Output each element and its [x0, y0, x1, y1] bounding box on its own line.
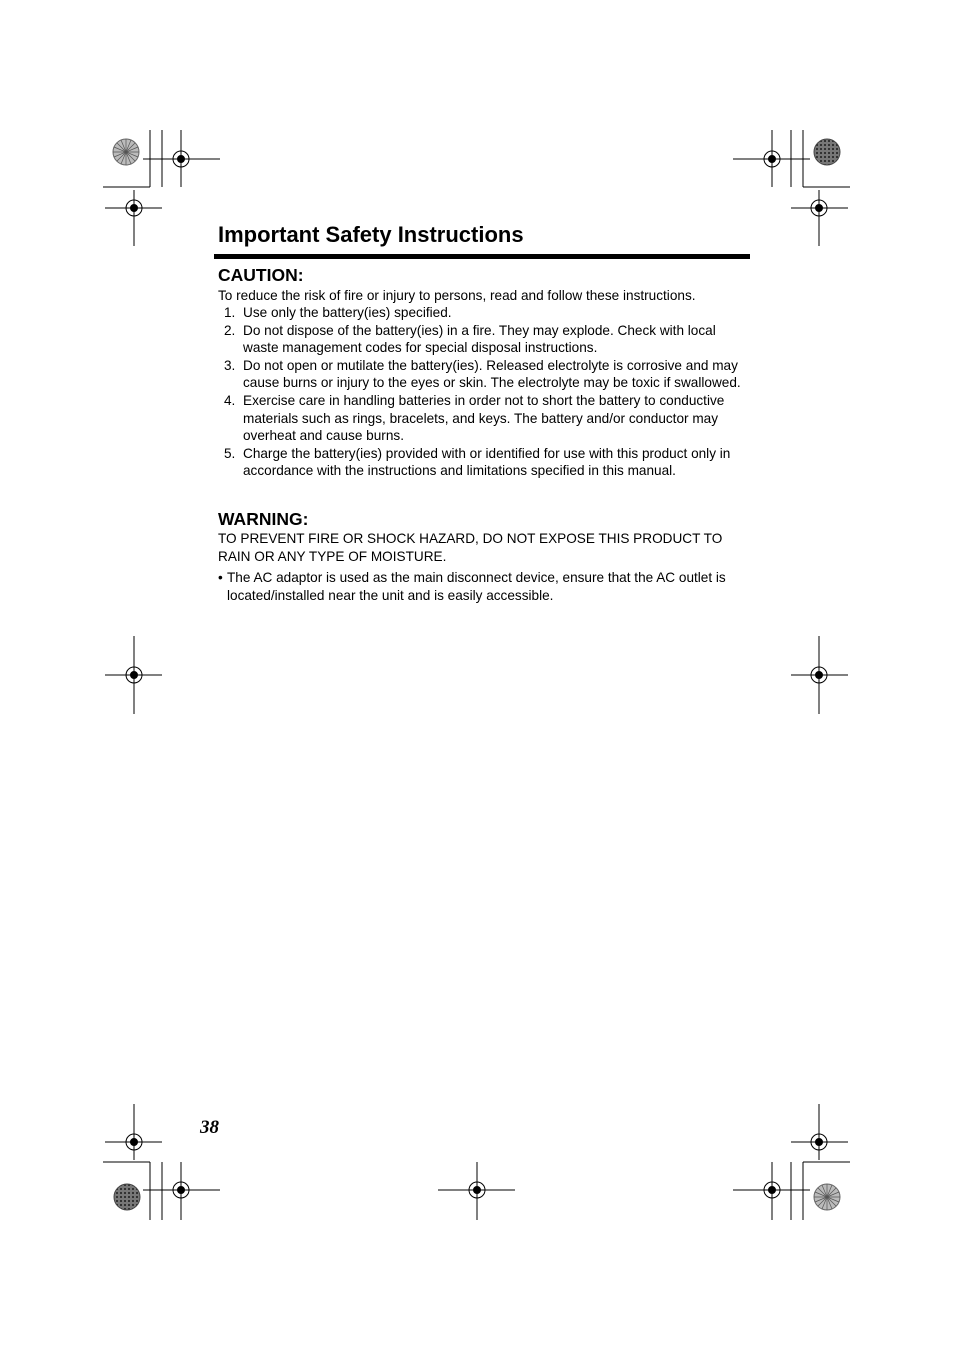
- caution-heading: CAUTION:: [218, 265, 304, 285]
- registration-target-icon: [105, 1104, 162, 1160]
- list-item-text: Do not dispose of the battery(ies) in a fire. They may explode. Check with local waste management codes for special disposal instructions.: [243, 322, 716, 356]
- warning-heading: WARNING:: [218, 509, 309, 529]
- list-item: [218, 392, 750, 445]
- list-item-text: Use only the battery(ies) specified.: [243, 305, 452, 320]
- registration-target-icon: [733, 1162, 810, 1220]
- warning-bullet-text: The AC adaptor is used as the main disconnect device, ensure that the AC outlet is located/installed near the unit and is easily accessible.: [227, 570, 726, 603]
- registration-target-icon: [791, 636, 848, 714]
- list-item-text: Do not open or mutilate the battery(ies). Released electrolyte is corrosive and may cause burns or injury to the eyes or skin. The electrolyte may be toxic if swallowed.: [243, 357, 741, 391]
- registration-target-icon: [791, 1104, 848, 1160]
- registration-target-icon: [791, 190, 848, 246]
- warning-bullet: [218, 569, 759, 604]
- list-item-number: 3.: [224, 357, 236, 373]
- registration-target-icon: [733, 130, 810, 187]
- page-title: Important Safety Instructions: [218, 222, 524, 247]
- list-item-number: 2.: [224, 322, 236, 338]
- registration-target-icon: [105, 636, 162, 714]
- screen-target-icon: [814, 139, 840, 165]
- page-number: 38: [200, 1117, 219, 1138]
- registration-target-icon: [105, 190, 162, 246]
- list-item: [218, 322, 750, 357]
- caution-list: [218, 304, 750, 480]
- screen-target-icon: [114, 1184, 140, 1210]
- list-item: [218, 445, 750, 480]
- registration-target-icon: [143, 130, 220, 187]
- list-item-number: 5.: [224, 445, 236, 461]
- starburst-target-icon: [113, 139, 139, 165]
- caution-intro: To reduce the risk of fire or injury to persons, read and follow these instructions.: [218, 288, 696, 303]
- list-item: [218, 357, 750, 392]
- bullet-icon: •: [218, 570, 223, 585]
- list-item-text: Exercise care in handling batteries in order not to short the battery to conductive materials such as rings, bracelets, and keys. The battery and/or conductor may overheat and cause burns.: [243, 392, 725, 444]
- list-item-number: 1.: [224, 305, 236, 320]
- list-item: [218, 304, 750, 322]
- starburst-target-icon: [814, 1184, 840, 1210]
- registration-target-icon: [143, 1162, 220, 1220]
- list-item-text: Charge the battery(ies) provided with or identified for use with this product only in accordance with the instructions and limitations specified in this manual.: [243, 445, 731, 479]
- registration-target-icon: [438, 1162, 515, 1220]
- list-item-number: 4.: [224, 392, 236, 408]
- warning-text: TO PREVENT FIRE OR SHOCK HAZARD, DO NOT EXPOSE THIS PRODUCT TO RAIN OR ANY TYPE OF MOISTURE.: [218, 531, 723, 564]
- title-rule: [214, 254, 750, 259]
